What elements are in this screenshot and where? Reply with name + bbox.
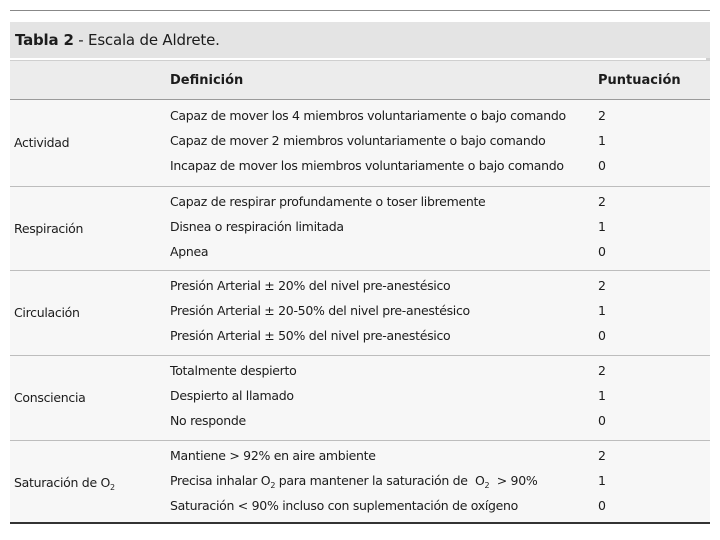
definition-row: Capaz de respirar profundamente o toser libremente bbox=[170, 194, 486, 209]
table-title-text: - Escala de Aldrete. bbox=[73, 31, 220, 49]
group-name: Respiración bbox=[14, 221, 84, 236]
score-value: 0 bbox=[598, 244, 606, 259]
group-respiracion bbox=[10, 188, 710, 272]
group-consciencia bbox=[10, 357, 710, 441]
group-separator bbox=[10, 355, 710, 356]
header-score: Puntuación bbox=[598, 73, 681, 88]
definition-row: Apnea bbox=[170, 244, 209, 259]
definition-row: Presión Arterial ± 20-50% del nivel pre-anestésico bbox=[170, 303, 470, 318]
group-circulacion bbox=[10, 272, 710, 356]
score-value: 1 bbox=[598, 388, 606, 403]
group-name: Consciencia bbox=[14, 390, 86, 405]
bottom-rule bbox=[10, 522, 710, 524]
table-title-number: Tabla 2 bbox=[15, 31, 74, 49]
definition-row: Saturación < 90% incluso con suplementación de oxígeno bbox=[170, 498, 519, 513]
definition-row: Capaz de mover 2 miembros voluntariamente o bajo comando bbox=[170, 133, 546, 148]
header-definition: Definición bbox=[170, 73, 244, 88]
table-title bbox=[10, 22, 710, 58]
score-value: 1 bbox=[598, 219, 606, 234]
group-separator bbox=[10, 186, 710, 187]
definition-row: Precisa inhalar $O_2$ para mantener la saturación de $O_2 > 90\%$ bbox=[170, 473, 538, 490]
definition-row: Totalmente despierto bbox=[170, 363, 297, 378]
score-value: 2 bbox=[598, 448, 606, 463]
definition-row: Presión Arterial ± 20% del nivel pre-anestésico bbox=[170, 278, 451, 293]
definition-row: Disnea o respiración limitada bbox=[170, 219, 344, 234]
score-value: 2 bbox=[598, 363, 606, 378]
score-value: 0 bbox=[598, 328, 606, 343]
definition-row: Despierto al llamado bbox=[170, 388, 294, 403]
definition-row: Presión Arterial ± 50% del nivel pre-anestésico bbox=[170, 328, 451, 343]
score-value: 0 bbox=[598, 158, 606, 173]
group-actividad bbox=[10, 102, 710, 186]
top-rule bbox=[10, 10, 710, 11]
score-value: 0 bbox=[598, 498, 606, 513]
definition-row: Incapaz de mover los miembros voluntariamente o bajo comando bbox=[170, 158, 564, 173]
group-name: Saturación de $O_2$ bbox=[14, 475, 115, 492]
score-value: 2 bbox=[598, 194, 606, 209]
group-separator bbox=[10, 440, 710, 441]
group-name: Actividad bbox=[14, 135, 70, 150]
definition-row: Mantiene > 92% en aire ambiente bbox=[170, 448, 376, 463]
table-header bbox=[10, 60, 710, 100]
score-value: 1 bbox=[598, 133, 606, 148]
table-body bbox=[10, 100, 710, 523]
score-value: 0 bbox=[598, 413, 606, 428]
definition-row: Capaz de mover los 4 miembros voluntariamente o bajo comando bbox=[170, 108, 566, 123]
score-value: 2 bbox=[598, 108, 606, 123]
definition-row: No responde bbox=[170, 413, 246, 428]
table-container bbox=[10, 10, 710, 532]
group-saturacion bbox=[10, 442, 710, 526]
score-value: 1 bbox=[598, 303, 606, 318]
score-value: 2 bbox=[598, 278, 606, 293]
score-value: 1 bbox=[598, 473, 606, 488]
group-name: Circulación bbox=[14, 305, 80, 320]
group-separator bbox=[10, 270, 710, 271]
